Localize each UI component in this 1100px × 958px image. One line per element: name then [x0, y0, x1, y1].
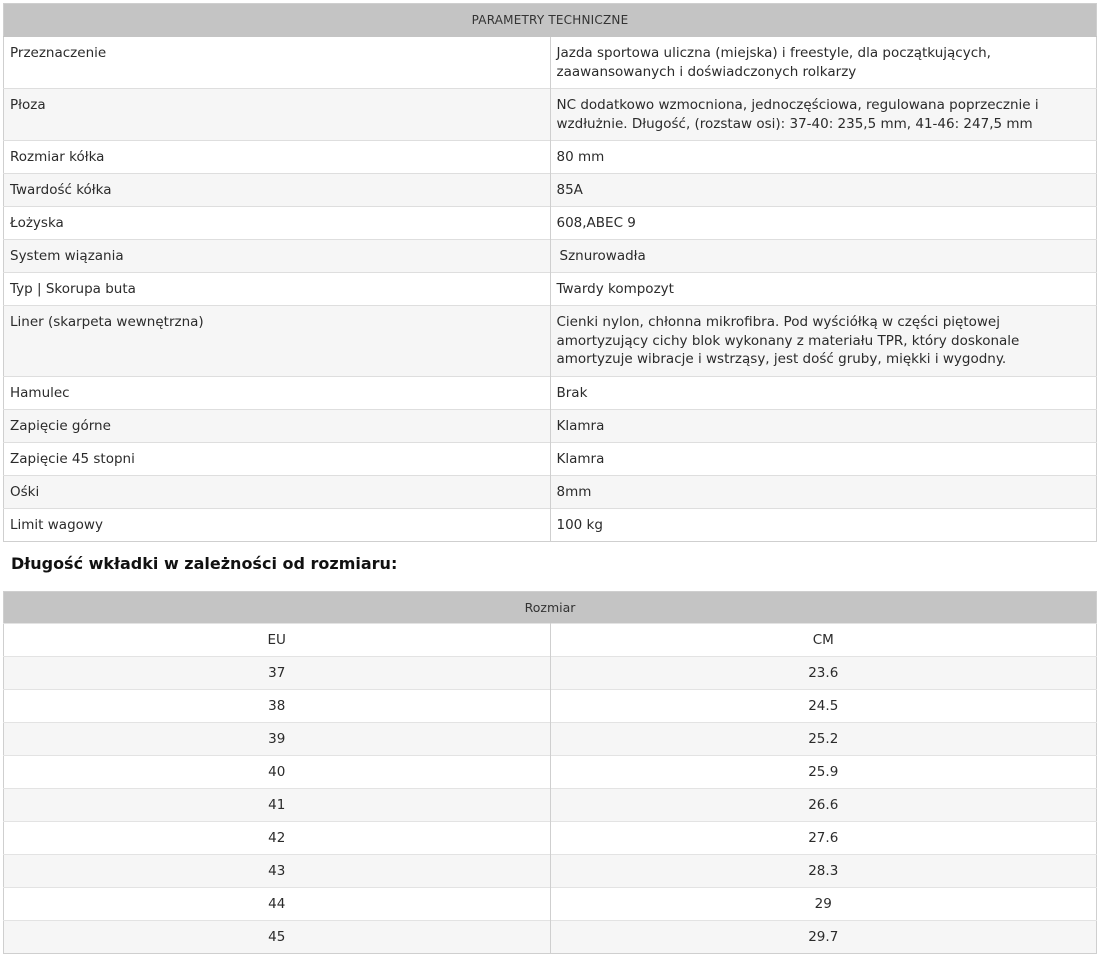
spec-value: Jazda sportowa uliczna (miejska) i freestyle, dla początkujących, zaawansowanych i doświadczonych rolkarzy	[550, 37, 1097, 89]
size-header-row	[4, 592, 1097, 624]
spec-label: Hamulec	[4, 377, 551, 410]
section-heading: Długość wkładki w zależności od rozmiaru:	[11, 554, 398, 573]
table-row	[4, 888, 1097, 921]
spec-table-title: PARAMETRY TECHNICZNE	[4, 4, 1097, 37]
spec-value: Klamra	[550, 443, 1097, 476]
table-row	[4, 410, 1097, 443]
spec-value: 85A	[550, 174, 1097, 207]
cm-length-cell: 28.3	[550, 855, 1097, 888]
eu-size-cell: 42	[4, 822, 551, 855]
spec-value: 608,ABEC 9	[550, 207, 1097, 240]
size-table	[3, 591, 1097, 954]
spec-value: 100 kg	[550, 509, 1097, 542]
spec-label: Przeznaczenie	[4, 37, 551, 89]
size-table-title: Rozmiar	[4, 592, 1097, 624]
spec-label: System wiązania	[4, 240, 551, 273]
eu-size-cell: 44	[4, 888, 551, 921]
column-header-eu: EU	[4, 624, 551, 657]
spec-label: Rozmiar kółka	[4, 141, 551, 174]
column-header-cm: CM	[550, 624, 1097, 657]
table-row	[4, 855, 1097, 888]
table-row	[4, 174, 1097, 207]
spec-label: Łożyska	[4, 207, 551, 240]
cm-length-cell: 27.6	[550, 822, 1097, 855]
spec-value: Sznurowadła	[559, 248, 646, 264]
spec-label: Limit wagowy	[4, 509, 551, 542]
cm-length-cell: 29.7	[550, 921, 1097, 954]
spec-label: Typ | Skorupa buta	[4, 273, 551, 306]
eu-size-cell: 41	[4, 789, 551, 822]
table-row	[4, 657, 1097, 690]
table-row	[4, 141, 1097, 174]
table-row	[4, 476, 1097, 509]
spec-label: Liner (skarpeta wewnętrzna)	[4, 306, 551, 377]
table-row	[4, 443, 1097, 476]
cm-length-cell: 26.6	[550, 789, 1097, 822]
spec-value: Cienki nylon, chłonna mikrofibra. Pod wyściółką w części piętowej amortyzujący cichy blok wykonany z materiału TPR, który doskonale amortyzuje wibracje i wstrząsy, jest dość gruby, miękki i wygodny.	[550, 306, 1097, 377]
eu-size-cell: 39	[4, 723, 551, 756]
eu-size-cell: 40	[4, 756, 551, 789]
cm-length-cell: 29	[550, 888, 1097, 921]
table-row	[4, 690, 1097, 723]
table-row	[4, 207, 1097, 240]
cm-length-cell: 24.5	[550, 690, 1097, 723]
table-row	[4, 306, 1097, 377]
spec-label: Zapięcie górne	[4, 410, 551, 443]
spec-label: Płoza	[4, 89, 551, 141]
spec-header-row	[4, 4, 1097, 37]
table-row	[4, 921, 1097, 954]
table-row	[4, 89, 1097, 141]
eu-size-cell: 45	[4, 921, 551, 954]
table-row	[4, 723, 1097, 756]
table-row	[4, 377, 1097, 410]
spec-value: Brak	[550, 377, 1097, 410]
cm-length-cell: 23.6	[550, 657, 1097, 690]
eu-size-cell: 38	[4, 690, 551, 723]
cm-length-cell: 25.2	[550, 723, 1097, 756]
spec-value: Klamra	[550, 410, 1097, 443]
spec-label: Zapięcie 45 stopni	[4, 443, 551, 476]
table-row	[4, 273, 1097, 306]
table-row	[4, 509, 1097, 542]
spec-value: Twardy kompozyt	[550, 273, 1097, 306]
cm-length-cell: 25.9	[550, 756, 1097, 789]
table-row	[4, 37, 1097, 89]
spec-value: 80 mm	[550, 141, 1097, 174]
spec-value: NC dodatkowo wzmocniona, jednoczęściowa, regulowana poprzecznie i wzdłużnie. Długość, (rozstaw osi): 37-40: 235,5 mm, 41-46: 247,5 mm	[550, 89, 1097, 141]
table-row	[4, 756, 1097, 789]
table-row	[4, 822, 1097, 855]
spec-value: 8mm	[550, 476, 1097, 509]
table-row	[4, 240, 1097, 273]
eu-size-cell: 37	[4, 657, 551, 690]
eu-size-cell: 43	[4, 855, 551, 888]
spec-table	[3, 3, 1097, 542]
column-header-row	[4, 624, 1097, 657]
spec-label: Ośki	[4, 476, 551, 509]
spec-label: Twardość kółka	[4, 174, 551, 207]
table-row	[4, 789, 1097, 822]
